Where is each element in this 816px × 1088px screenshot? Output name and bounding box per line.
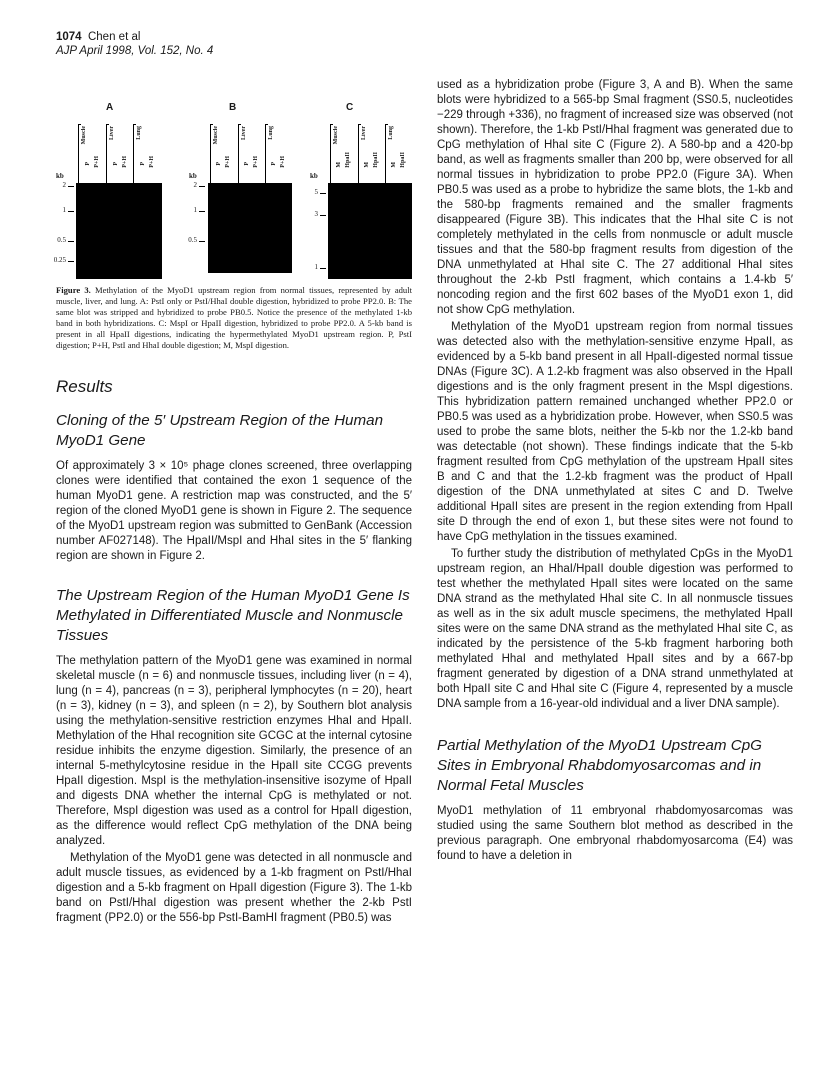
- panel-b-lane-label: P: [216, 162, 222, 166]
- panel-a-tick: 0.25: [53, 256, 66, 264]
- panel-a-lane-label: P+H: [122, 156, 128, 168]
- panel-b-bracket: [210, 124, 213, 184]
- panel-a-bracket: [133, 124, 136, 184]
- panel-b-tick: 2: [193, 181, 197, 189]
- panel-b-lane-label: P: [271, 162, 277, 166]
- journal-citation: AJP April 1998, Vol. 152, No. 4: [56, 45, 214, 57]
- caption-text: Methylation of the MyoD1 upstream region from normal tissues, represented by adult muscle, liver, and lung. A: PstI only or PstI/HhaI double digestion, hybridized to probe PP2.0. B: The same blot was stripped and hybridized to probe PB0.5. Notice the presence of the methylated 1-kb band in both hybridizations. C: MspI or HpaII digestion, hybridized to probe PP2.0. A 5-kb band is present in all HpaII digestions, indicating the hypermethylated MyoD1 upstream region. P, PstI digestion; P+H, PstI and HhaI double digestion; M, MspI digestion.: [56, 285, 413, 350]
- panel-a-tissue-label: Lung: [136, 126, 142, 140]
- page-number: 1074: [56, 31, 82, 43]
- panel-b-tick: 0.5: [188, 236, 197, 244]
- panel-b-tissue-label: Muscle: [213, 126, 219, 145]
- panel-b-lane-label: P+H: [253, 156, 259, 168]
- subheading-cloning: Cloning of the 5′ Upstream Region of the Human MyoD1 Gene: [56, 412, 384, 449]
- left-column: [53, 96, 413, 928]
- panel-a-letter: A: [106, 102, 114, 113]
- panel-b-lane-label: P: [244, 162, 250, 166]
- panel-c-tissue-label: Lung: [388, 126, 394, 140]
- panel-a-tick-mark: [68, 261, 74, 262]
- panel-c-tick-mark: [320, 193, 326, 194]
- paragraph: Methylation of the MyoD1 gene was detected in all nonmuscle and adult muscle tissues, as evidenced by a 1-kb fragment on PstI/HhaI digestion and a 5-kb fragment on HpaII digestion (Figure 3). The 1-kb band on PstI/HhaI digestion was present whether the 2-kb PstI fragment (PP2.0) or the 556-bp PstI-BamHI fragment (PB0.5) was: [56, 852, 412, 924]
- panel-c-tick: 3: [314, 210, 318, 218]
- panel-a-kb-label: kb: [56, 172, 64, 180]
- figure-3: [53, 96, 412, 281]
- running-authors: Chen et al: [87, 31, 141, 43]
- panel-a-lane-label: P+H: [94, 156, 100, 168]
- panel-c-tick: 1: [314, 263, 318, 271]
- panel-b-bracket: [238, 124, 241, 184]
- panel-c-tissue-label: Liver: [361, 126, 367, 140]
- panel-a-lane-label: P: [113, 162, 119, 166]
- panel-a-lane-label: P+H: [149, 156, 155, 168]
- paragraph: Methylation of the MyoD1 upstream region from normal tissues was detected also with the methylation-sensitive enzyme HpaII, as evidenced by a 5-kb band present in all HpaII-digested normal tissue DNAs (Figure 3C). A 1.2-kb fragment was also observed in the HpaII digestions and is the only fragment present in the MspI digestions. This hybridization pattern remained unchanged whether PP2.0 or PB0.5 was used as a hybridization probe. However, when SS0.5 was used to probe the same blots, neither the 5-kb nor the 1.2-kb band was detectable (not shown). These findings indicate that the 5-kb fragment resulted from CpG methylation of the upstream HpaII sites B and C and that the 1.2-kb fragment was the product of HpaII digestion of the DNA unmethylated at sites C and D. Twelve additional HpaII sites are present in the region extending from HpaII site D through the end of exon 1, but these sites were not found to have CpG methylation in the tissues examined.: [437, 321, 793, 543]
- panel-c-lane-label: HpaII: [400, 152, 406, 168]
- panel-a-lane-label: P: [140, 162, 146, 166]
- panel-c-tick: 5: [314, 188, 318, 196]
- panel-c-tick-mark: [320, 215, 326, 216]
- panel-a-tick: 1: [62, 206, 66, 214]
- panel-b-tick-mark: [199, 211, 205, 212]
- panel-b-kb-label: kb: [189, 172, 197, 180]
- panel-a-tick: 2: [62, 181, 66, 189]
- panel-a-tick-mark: [68, 186, 74, 187]
- panel-c-blot: [328, 183, 412, 279]
- panel-a-tissue-label: Muscle: [81, 126, 87, 145]
- panel-b-tissue-label: Liver: [241, 126, 247, 140]
- panel-c-lane-label: M: [364, 162, 370, 168]
- subheading-partial-methylation: Partial Methylation of the MyoD1 Upstream CpG Sites in Embryonal Rhabdomyosarcomas and in Normal Fetal Muscles: [437, 737, 762, 794]
- panel-c-bracket: [385, 124, 388, 184]
- panel-a-tick: 0.5: [57, 236, 66, 244]
- panel-b-tick-mark: [199, 241, 205, 242]
- paragraph: used as a hybridization probe (Figure 3, A and B). When the same blots were hybridized to a 565-bp SmaI fragment (SS0.5, nucleotides −229 through +336), no fragment of increased size was observed (not shown). Therefore, the 1-kb PstI/HhaI fragment was generated due to CpG methylation of HhaI site C (Figure 2). A 580-bp and a 420-bp band, as well as fragments smaller than 200 bp, were observed for all normal tissues in hybridization to probe PP2.0 (Figure 3A). When PB0.5 was used as a probe to hybridize the same blots, the 1-kb and the 580-bp fragments remained and the smaller fragments disappeared (Figure 3B). This indicates that the HhaI site C is not completely methylated in the cells from nonmuscle or adult muscle tissues and that the 580-bp fragment results from digestion of the DNA unmethylated at HhaI site C. The 27 additional HhaI sites throughout the 2-kb PstI fragment, which contains a 1.4-kb 5′ noncoding region and the first 602 bases of the MyoD1 exon 1, did not show CpG methylation.: [437, 79, 793, 316]
- panel-a-lane-label: P: [85, 162, 91, 166]
- panel-c-bracket: [358, 124, 361, 184]
- panel-b-letter: B: [229, 102, 237, 113]
- running-head: [56, 30, 213, 58]
- panel-a-tick-mark: [68, 241, 74, 242]
- panel-a-tissue-label: Liver: [109, 126, 115, 140]
- panel-c-kb-label: kb: [310, 172, 318, 180]
- panel-b-lane-label: P+H: [280, 156, 286, 168]
- panel-c-lane-label: M: [336, 162, 342, 168]
- panel-c-bracket: [330, 124, 333, 184]
- panel-c-tissue-label: Muscle: [333, 126, 339, 145]
- panel-c-letter: C: [346, 102, 354, 113]
- panel-c-tick-mark: [320, 268, 326, 269]
- panel-c-lane-label: HpaII: [345, 152, 351, 168]
- paragraph: MyoD1 methylation of 11 embryonal rhabdomyosarcomas was studied using the same Southern blot method as described in the previous paragraph. One embryonal rhabdomyosarcoma (E4) was found to have a deletion in: [437, 805, 793, 862]
- panel-c-lane-label: M: [391, 162, 397, 168]
- paragraph: To further study the distribution of methylated CpGs in the MyoD1 upstream region, an HhaI/HpaII double digestion was performed to test whether the methylated HpaII sites were located on the same DNA strand as the methylated HhaI site C. In all nonmuscle tissues as well as in the six adult muscle specimens, the methylated HpaII sites were on the same DNA strand as the methylated HhaI site C, as indicated by the persistence of the 5-kb fragment harboring both methylated HhaI and methylated HpaII sites and by a 667-bp fragment generated by digestion of a DNA strand unmethylated at both HpaII site C and HhaI site C (Figure 4, represented by a muscle DNA sample from a 16-year-old individual and a liver DNA sample).: [437, 548, 793, 710]
- subheading-methylated: The Upstream Region of the Human MyoD1 Gene Is Methylated in Differentiated Muscle and Nonmuscle Tissues: [56, 587, 410, 644]
- panel-b-lane-label: P+H: [225, 156, 231, 168]
- paragraph: The methylation pattern of the MyoD1 gene was examined in normal skeletal muscle (n = 6) and nonmuscle tissues, including liver (n = 4), lung (n = 4), pancreas (n = 3), peripheral lymphocytes (n = 20), heart (n = 3), kidney (n = 3), and spleen (n = 2), by Southern blot analysis using the methylation-sensitive restriction enzymes HhaI and HpaII. Methylation of the HhaI recognition site GCGC at the internal cytosine residue inhibits the enzyme digestion. Similarly, the presence of an internal 5-methylcytosine residue in the HpaII site CCGG prevents HpaII digestion. MspI is the methylation-insensitive isozyme of HpaII and digests DNA whether the internal CpG is methylated or not. Therefore, MspI digestion was used as a control for HpaII digestion, as the difference would reflect CpG methylation of the DNA being analyzed.: [56, 655, 412, 847]
- panel-b-tick: 1: [193, 206, 197, 214]
- panel-a-bracket: [78, 124, 81, 184]
- panel-b-bracket: [265, 124, 268, 184]
- paragraph: Of approximately 3 × 10⁵ phage clones screened, three overlapping clones were identified that contained the exon 1 sequence of the human MyoD1 gene. A restriction map was constructed, and the 5′ region of the cloned MyoD1 gene is shown in Figure 2. The sequence of the MyoD1 upstream region was submitted to GenBank (Accession number AF027148). The HpaII/MspI and HhaI sites in the 5′ flanking region are shown in Figure 2.: [56, 460, 412, 562]
- panel-a-bracket: [106, 124, 109, 184]
- figure-3-caption: [56, 285, 412, 351]
- panel-a-tick-mark: [68, 211, 74, 212]
- panel-a-blot: [76, 183, 162, 279]
- panel-b-tick-mark: [199, 186, 205, 187]
- panel-c-lane-label: HpaII: [373, 152, 379, 168]
- results-heading: Results: [56, 377, 113, 396]
- caption-label: Figure 3.: [56, 285, 91, 295]
- panel-b-blot: [208, 183, 292, 273]
- right-column: [437, 78, 793, 866]
- panel-b-tissue-label: Lung: [268, 126, 274, 140]
